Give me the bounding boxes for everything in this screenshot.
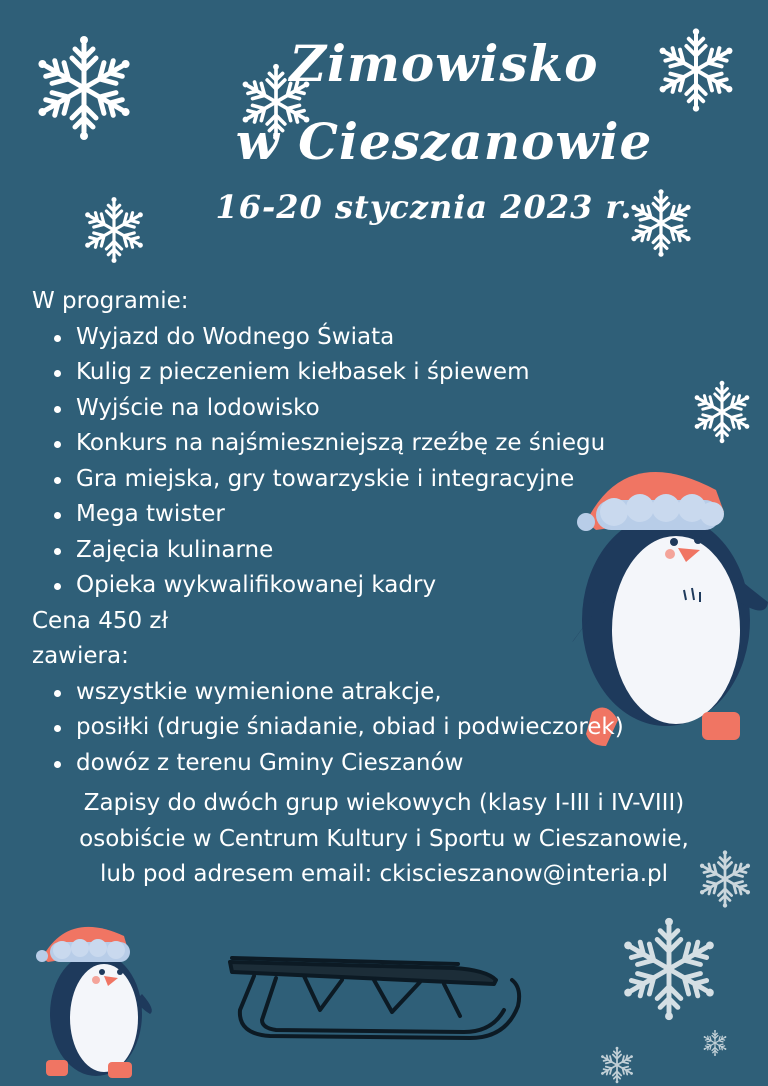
penguin-illustration-small [32, 914, 156, 1086]
price-includes-list [32, 675, 672, 782]
signup-line: lub pod adresem email: ckiscieszanow@interia.pl [99, 861, 669, 887]
program-item: Wyjście na lodowisko [76, 391, 672, 427]
program-item: Mega twister [76, 497, 672, 533]
snowflake-icon [610, 910, 728, 1028]
snowflake-icon [596, 1044, 638, 1086]
signup-info [0, 786, 768, 893]
program-item: Wyjazd do Wodnego Świata [76, 320, 672, 356]
price-includes-item: posiłki (drugie śniadanie, obiad i podwieczorek) [76, 710, 672, 746]
poster-title-line1: Zimowisko [289, 34, 599, 93]
poster-title-line2: w Cieszanowie [235, 112, 653, 171]
poster-body [32, 284, 672, 781]
snowflake-icon [686, 372, 758, 452]
signup-line: Zapisy do dwóch grup wiekowych (klasy I-III i IV-VIII) [83, 790, 685, 816]
price-label: Cena 450 zł [32, 607, 169, 634]
program-item: Kulig z pieczeniem kiełbasek i śpiewem [76, 355, 672, 391]
program-item: Opieka wykwalifikowanej kadry [76, 568, 672, 604]
program-item: Konkurs na najśmieszniejszą rzeźbę ze śniegu [76, 426, 672, 462]
program-heading: W programie: [32, 288, 189, 314]
program-list [32, 320, 672, 604]
snowflake-icon [700, 1028, 730, 1058]
price-includes-heading: zawiera: [32, 643, 129, 669]
program-item: Gra miejska, gry towarzyskie i integracyjne [76, 462, 672, 498]
signup-line: osobiście w Centrum Kultury i Sportu w Cieszanowie, [79, 825, 689, 852]
poster-dates: 16-20 stycznia 2023 r. [215, 188, 633, 226]
price-includes-item: dowóz z terenu Gminy Cieszanów [76, 746, 672, 782]
price-includes-item: wszystkie wymienione atrakcje, [76, 675, 672, 711]
sled-illustration [224, 950, 524, 1048]
program-item: Zajęcia kulinarne [76, 533, 672, 569]
